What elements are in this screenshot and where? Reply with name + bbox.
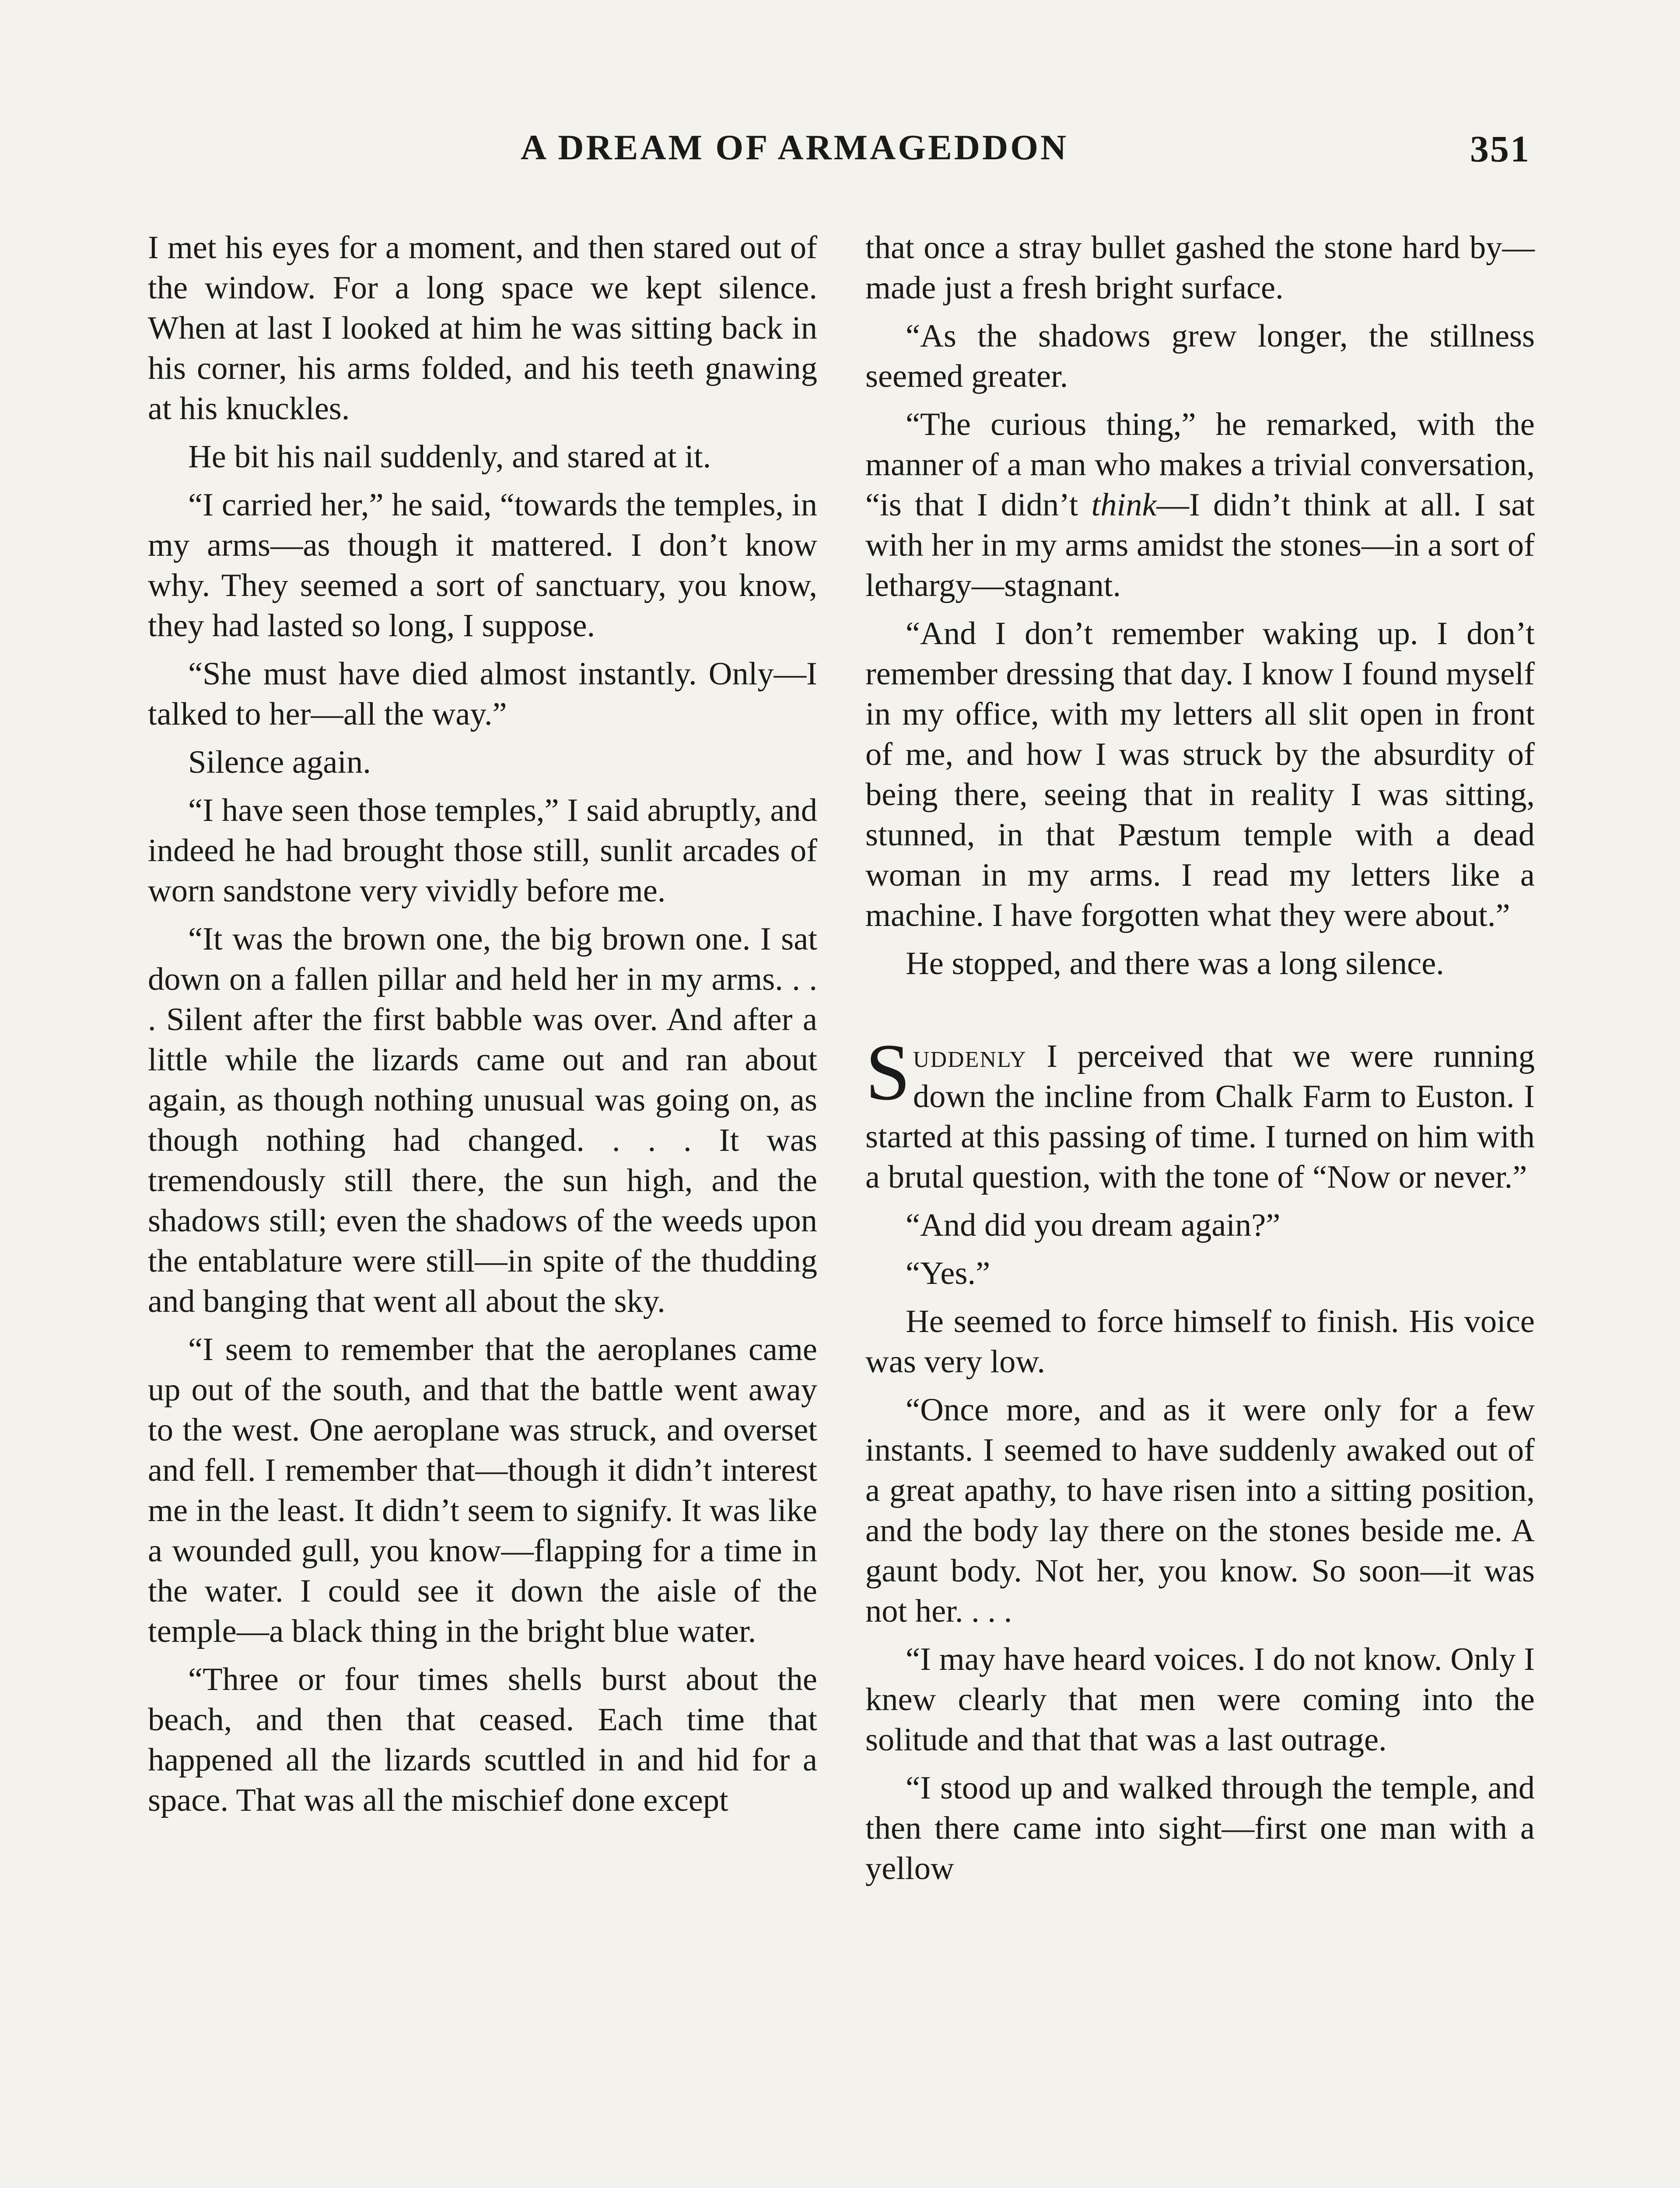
small-caps-word: uddenly	[913, 1038, 1027, 1074]
paragraph: “Three or four times shells burst about the beach, and then that ceased. Each time that happened all the lizards scuttled in and hid for a space. That was all the mischief done except	[148, 1662, 817, 1818]
drop-cap: S	[865, 1027, 910, 1117]
paragraph: that once a stray bullet gashed the stone hard by—made just a fresh bright surface.	[865, 230, 1535, 306]
paragraph: “And I don’t remember waking up. I don’t remember dressing that day. I know I found myself in my office, with my letters all slit open in front of me, and how I was struck by the absurdity of being there, seeing that in reality I was sitting, stunned, in that Pæstum temple with a dead woman in my arms. I read my letters like a machine. I have forgotten what they were about.”	[865, 616, 1535, 933]
paragraph: Silence again.	[188, 744, 371, 780]
italic-word: think	[1091, 487, 1157, 523]
paragraph: “As the shadows grew longer, the stillness seemed greater.	[865, 318, 1535, 394]
paragraph: “It was the brown one, the big brown one. I sat down on a fallen pillar and held her in my arms. . . . Silent after the first babble was over. And after a little while the lizards came out and ran about again, as though nothing unusual was going on, as though nothing had changed. . . . It was tremendously still there, the sun high, and the shadows still; even the shadows of the weeds upon the entablature were still—in spite of the thudding and banging that went all about the sky.	[148, 921, 817, 1319]
paragraph: “Once more, and as it were only for a few instants. I seemed to have suddenly awaked out of a great apathy, to have risen into a sitting position, and the body lay there on the stones beside me. A gaunt body. Not her, you know. So soon—it was not her. . . .	[865, 1392, 1535, 1629]
paragraph-text: —I didn’t think at all. I sat with her in my arms amidst the stones—in a sort of lethargy—stagnant.	[865, 487, 1535, 603]
paragraph: I met his eyes for a moment, and then stared out of the window. For a long space we kept silence. When at last I looked at him he was sitting back in his corner, his arms folded, and his teeth gnawing at his knuckles.	[148, 230, 817, 427]
paragraph: “I seem to remember that the aeroplanes came up out of the south, and that the battle went away to the west. One aeroplane was struck, and overset and fell. I remember that—though it didn’t interest me in the least. It didn’t seem to signify. It was like a wounded gull, you know—flapping for a time in the water. I could see it down the aisle of the temple—a black thing in the bright blue water.	[148, 1332, 817, 1649]
paragraph: He stopped, and there was a long silence.	[906, 946, 1444, 982]
paragraph-text: “The curious thing,” he remarked, with the manner of a man who makes a trivial conversation, “is that I didn’t	[865, 407, 1535, 523]
paragraph: “And did you dream again?”	[906, 1207, 1281, 1243]
running-title: A DREAM OF ARMAGEDDON	[521, 127, 1069, 167]
page-header	[0, 127, 1680, 179]
paragraph-text: I perceived that we were running down the incline from Chalk Farm to Euston. I started at this passing of time. I turned on him with a brutal question, with the tone of “Now or never.”	[865, 1038, 1535, 1195]
paragraph: “I have seen those temples,” I said abruptly, and indeed he had brought those still, sunlit arcades of worn sandstone very vividly before me.	[148, 792, 817, 909]
paragraph: “I carried her,” he said, “towards the temples, in my arms—as though it mattered. I don’t know why. They seemed a sort of sanctuary, you know, they had lasted so long, I suppose.	[148, 487, 817, 644]
page-number: 351	[1470, 128, 1530, 170]
right-column	[865, 228, 1535, 1897]
paragraph: “I may have heard voices. I do not know. Only I knew clearly that men were coming into the solitude and that that was a last outrage.	[865, 1641, 1535, 1758]
paragraph: “She must have died almost instantly. Only—I talked to her—all the way.”	[148, 656, 817, 732]
paragraph: He bit his nail suddenly, and stared at it.	[188, 439, 711, 475]
paragraph: He seemed to force himself to finish. His voice was very low.	[865, 1304, 1535, 1380]
left-column	[148, 228, 817, 1828]
paragraph: “I stood up and walked through the temple, and then there came into sight—first one man with a yellow	[865, 1770, 1535, 1886]
section-start-paragraph	[865, 1027, 1535, 1197]
paragraph-curious-thing	[865, 404, 1535, 606]
paragraph: “Yes.”	[906, 1255, 990, 1291]
